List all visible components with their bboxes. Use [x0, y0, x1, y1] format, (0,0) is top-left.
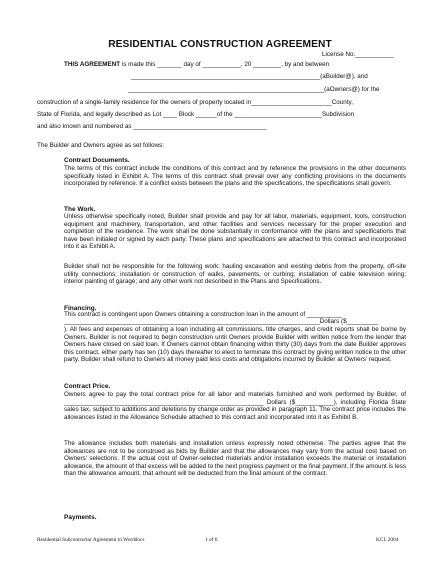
document-title: RESIDENTIAL CONSTRUCTION AGREEMENT: [108, 39, 332, 50]
financing-text: ). All fees and expenses of obtaining a loan including all commissions, title charges, and credit reports shall be borne by Owners. Builder is not required to begin construction until Owners provide Builder with written notice from the lender that Owners have closed on said loan. If Owners cannot obtain financing within thirty (30) days from the date Builder approves this contract, either party has ten (10) days thereafter to elect to terminate this contract by giving written notice to the other party. Builder shall refund to Owners all money paid less costs and obligations incurred by Builder at Owners' request.: [64, 326, 406, 364]
the-work-text-2: Builder shall not be responsible for the following work: hauling excavation and existing debris from the property, off-site utility connections; installation or construction of walks, pavements, or curbing; installation of cable television wiring; interior painting of garage; and any other work not described in the Plans and Specifications.: [64, 263, 406, 286]
contract-price-text-2: The allowance includes both materials and installation unless expressly noted otherwise. The parties agree that the allowances are not to be construed as bids by Builder and that the allowances may vary from the actual cost based on Owners' selections. If the actual cost of Owner-selected materials and/or installation exceeds the material or installation allowance, the amount of that excess will be added to the next progress payment or the final payment. If the amount is less than the allowance amount, that amount will be deducted from the final amount of the contract.: [64, 440, 406, 478]
agreement-date-text: is made this _______ day of ___________, 20 ________, by and between: [120, 61, 330, 68]
owners-line: ________________________________________________________(aOwners@) for the: [128, 86, 380, 93]
the-work-heading: The Work.: [64, 206, 96, 213]
footer-code: KCL 2004: [376, 537, 399, 543]
intro-text: The Builder and Owners agree as set follows:: [37, 142, 165, 149]
builder-line: ______________________________________________________(aBuilder@), and: [131, 73, 368, 80]
financing-heading: Financing.: [64, 305, 97, 312]
financing-amount-line: This contract is contingent upon Owners obtaining a construction loan in the amount of __________: [64, 311, 342, 318]
footer-page-number: 1 of 6: [205, 537, 218, 543]
known-numbered-line: and also known and numbered as ______________________________________: [37, 123, 267, 130]
the-work-text-1: Unless otherwise specifically noted, Builder shall provide and pay for all labor, materials, equipment, tools, construction equipment and machinery, transportation, and other facilities and services necessary for the proper execution and completion of the residence. The work shall be done substantially in conformance with the plans and specifications that have been initialed or signed by each party. These plans and specifications are attached to this contract and incorporated into it as Exhibit A.: [64, 213, 406, 251]
agreement-date-line: [64, 61, 329, 69]
construction-line: construction of a single-family residence for the owners of property located in_______________________County,: [37, 99, 353, 106]
financing-dollars-line: _________________________________________________________________________Dollars ($_________: [64, 318, 379, 325]
contract-documents-heading: Contract Documents.: [64, 157, 130, 164]
contract-documents-text: The terms of this contract include the conditions of this contract and by reference the provisions in the other documents specifically listed in Exhibit A. The terms of this contract shall prevail over any conflicting provisions in the documents incorporated by reference. If a conflict exists between the plans and the specifications, the specifications shall govern.: [64, 165, 406, 188]
agreement-lead: THIS AGREEMENT: [64, 61, 121, 68]
contract-price-text-1: Owners agree to pay the total contract price for all labor and materials furnished and work performed by Builder, of _________________________________________________________ Dollars ($___________), including Florida State sales tax, subject to additions and deletions by change order as provided in paragraph 11. The contract price includes the allowances listed in the Allowance Schedule attached to this contract and incorporated into it as Exhibit B.: [64, 391, 406, 421]
state-line: State of Florida, and legally described as Lot ____ Block ______of the _________________________Subdivision: [37, 111, 355, 118]
payments-heading: Payments.: [64, 514, 97, 521]
footer-document-name: Residential Subcontractor Agreement in Worddocs: [37, 537, 145, 543]
license-number-line: License No.___________: [322, 51, 394, 58]
contract-price-heading: Contract Price.: [64, 383, 111, 390]
